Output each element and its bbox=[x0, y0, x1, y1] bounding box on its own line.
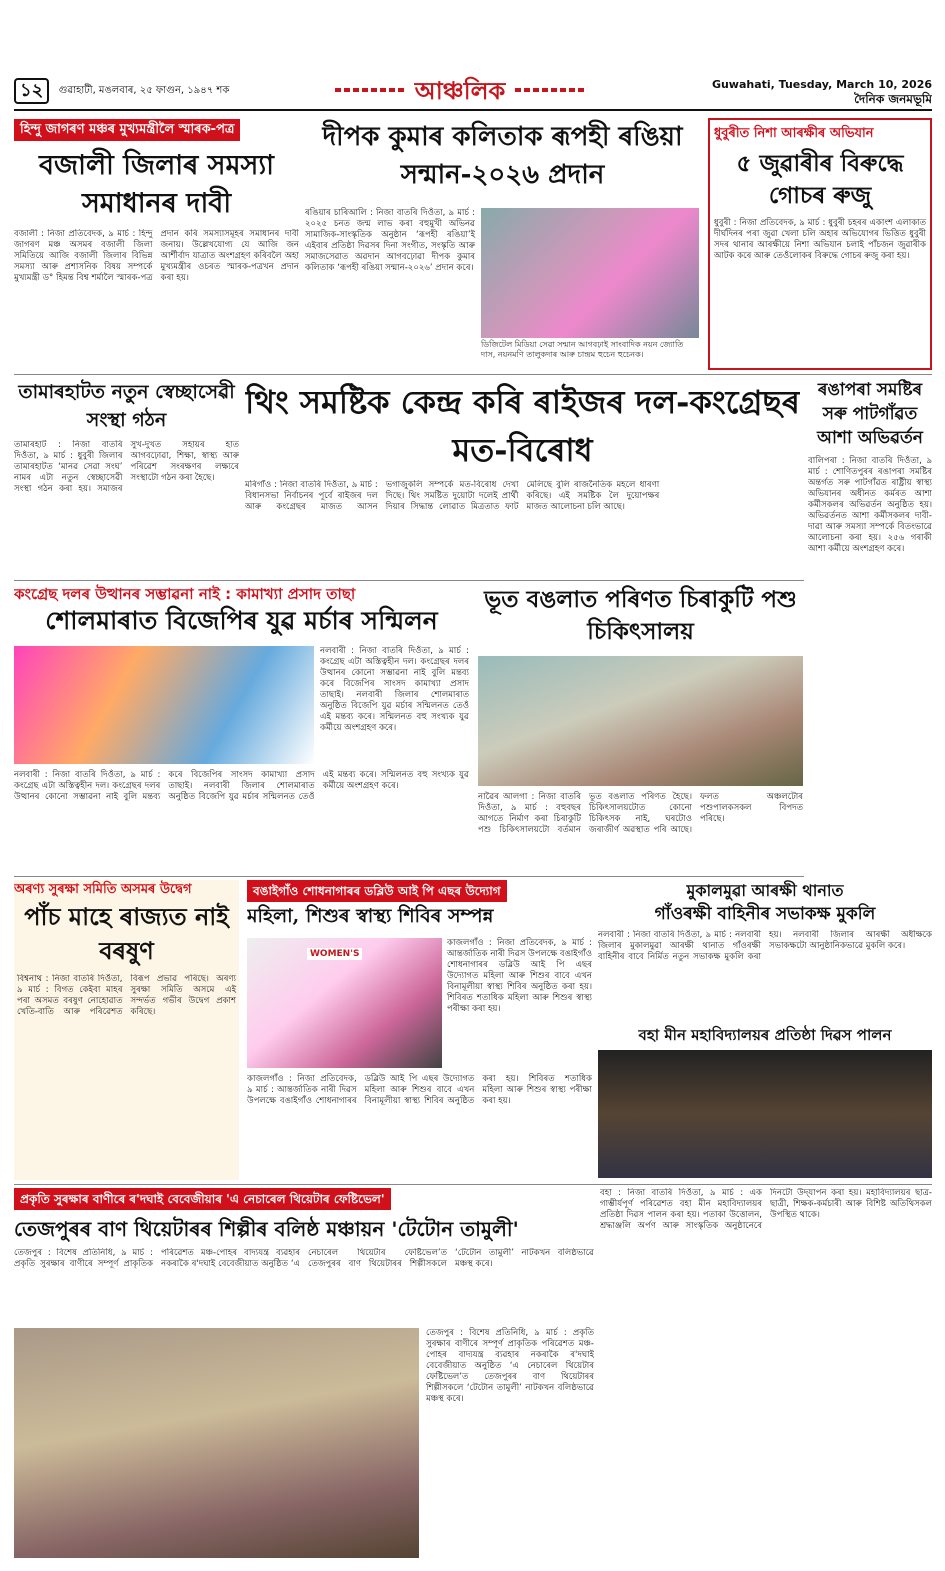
photo-banner: WOMEN'S bbox=[307, 948, 362, 960]
masthead-rule bbox=[14, 109, 932, 111]
body-text: মৰিগাঁও : নিজা বাতৰি দিওঁতা, ৯ মাৰ্চ : বিধানসভা নিৰ্বাচনৰ পূৰ্বে ৰাইজৰ দল আৰু কংগ্ৰেছৰ মাজত আসন ভগাজুকলি সম্পৰ্কে মত-বিৰোধ দেখা দিছে। থিং সমষ্টিত দুয়োটা দলেই প্ৰাৰ্থী দিয়াৰ সিদ্ধান্ত লোৱাত মিত্ৰতাত ফাট মেলিছে বুলি ৰাজনৈতিক মহলে ধাৰণা কৰিছে। এই সমষ্টিক লৈ দুয়োপক্ষৰ মাজত আলোচনা চলি আছে। bbox=[245, 480, 660, 512]
body-text: নলবাৰী : নিজা বাতৰি দিওঁতা, ৯ মাৰ্চ : কংগ্ৰেছ এটা অস্তিত্বহীন দল। কংগ্ৰেছৰ দলৰ উত্থানৰ কোনো সম্ভাৱনা নাই বুলি মন্তব্য কৰে বিজেপিৰ সাংসদ কামাখ্যা প্ৰসাদ তাছাই। নলবাৰী জিলাৰ শোলমাৰাত অনুষ্ঠিত বিজেপি যুৱ মৰ্চাৰ সন্মিলনত তেওঁ এই মন্তব্য কৰে। সন্মিলনত বহু সংখ্যক যুৱ কৰ্মীয়ে অংশগ্ৰহণ কৰে। bbox=[14, 770, 469, 802]
camp-photo bbox=[247, 938, 442, 1068]
story-natural-theatre bbox=[14, 1188, 594, 1563]
kicker: বঙাইগাঁও শোধনাগাৰৰ ডব্লিউ আই পি এছৰ উদ্যোগ bbox=[247, 880, 507, 902]
masthead-left bbox=[14, 78, 334, 106]
divider bbox=[14, 580, 804, 581]
body-text: তামাৰহাট : নিজা বাতৰি দিওঁতা, ৯ মাৰ্চ : ধুবুৰী জিলাৰ তামাৰহাটত ‘মানৱ সেৱা সংঘ’ নামৰ এটা নতুন স্বেচ্ছাসেৱী সংস্থা গঠন কৰা হয়। সমাজৰ সুখ-দুখত সহায়ৰ হাত আগবঢ়োৱা, শিক্ষা, স্বাস্থ্য আৰু পৰিৱেশ সংৰক্ষণৰ লক্ষ্যৰে সংস্থাটো গঠন কৰা হৈছে। bbox=[14, 440, 239, 494]
building-photo bbox=[478, 656, 803, 786]
rally-photo bbox=[14, 646, 314, 764]
story-no-rain bbox=[14, 880, 239, 1180]
kicker: মুকালমুৱা আৰক্ষী থানাত bbox=[686, 881, 844, 900]
body-text: বহা : নিজা বাতৰি দিওঁতা, ৯ মাৰ্চ : এক গাম্ভীৰ্যপূৰ্ণ পৰিৱেশত বহা মীন মহাবিদ্যালয়ৰ প্ৰতিষ্ঠা দিৱস পালন কৰা হয়। পতাকা উত্তোলন, শ্ৰদ্ধাঞ্জলি অৰ্পণ আৰু সাংস্কৃতিক অনুষ্ঠানেৰে দিনটো উদ্‌যাপন কৰা হয়। মহাবিদ্যালয়ৰ ছাত্ৰ-ছাত্ৰী, শিক্ষক-কৰ্মচাৰী আৰু বিশিষ্ট অতিথিসকল উপস্থিত থাকে। bbox=[600, 1188, 932, 1231]
body-text: নলবাৰী : নিজা বাতৰি দিওঁতা, ৯ মাৰ্চ : নলবাৰী জিলাৰ মুকালমুৱা আৰক্ষী থানাত গাঁওৰক্ষী বাহিনীৰ বাবে নিৰ্মিত নতুন সভাকক্ষ মুকলি কৰা হয়। নলবাৰী জিলাৰ আৰক্ষী অধীক্ষকে সভাকক্ষটো আনুষ্ঠানিকভাৱে মুকলি কৰে। bbox=[598, 930, 932, 962]
body-text: কাজলগাঁও : নিজা প্ৰতিবেদক, ৯ মাৰ্চ : আন্তৰ্জাতিক নাৰী দিৱস উপলক্ষে বঙাইগাঁও শোধনাগাৰৰ ডব্লিউ আই পি এছৰ উদ্যোগত মহিলা আৰু শিশুৰ বাবে এখন বিনামূলীয়া স্বাস্থ্য শিবিৰ অনুষ্ঠিত কৰা হয়। শিবিৰত শতাধিক মহিলা আৰু শিশুৰ স্বাস্থ্য পৰীক্ষা কৰা হয়। bbox=[247, 1074, 592, 1106]
headline: ৰঙাপৰা সমষ্টিৰ সৰু পাটগাঁৱত আশা অভিৱৰ্তন bbox=[817, 380, 923, 448]
story-sholmara-bjp bbox=[14, 584, 469, 874]
theatre-photo bbox=[14, 1328, 419, 1558]
kicker: অৰণ্য সুৰক্ষা সমিতি অসমৰ উদ্বেগ bbox=[14, 882, 192, 897]
paper-name: দৈনিক জনমভূমি bbox=[854, 92, 932, 106]
kicker: ধুবুৰীত নিশা আৰক্ষীৰ অভিযান bbox=[714, 126, 874, 141]
college-photo bbox=[598, 1050, 932, 1178]
headline: শোলমাৰাত বিজেপিৰ যুৱ মৰ্চাৰ সন্মিলন bbox=[45, 606, 438, 635]
photo-caption: ডিজিটেল মিডিয়া সেৱা সন্মান আগবঢ়াই সাংবাদিক নয়ন জ্যোতি দাস, নয়নমণি তালুকদাৰ আৰু চান্দ্ৰম হুচেন হুচেনক। bbox=[481, 340, 684, 359]
kicker: হিন্দু জাগৰণ মঞ্চৰ মুখ্যমন্ত্ৰীলৈ স্মাৰক-পত্ৰ bbox=[14, 119, 240, 141]
headline: বজালী জিলাৰ সমস্যা সমাধানৰ দাবী bbox=[38, 150, 274, 219]
story-chirakuti-vet bbox=[478, 584, 803, 874]
story-tamarhat bbox=[14, 378, 239, 578]
body-text: বালিপৰা : নিজা বাতৰি দিওঁতা, ৯ মাৰ্চ : শোণিতপুৰৰ ৰঙাপৰা সমষ্টিৰ অন্তৰ্গত সৰু পাটগাঁৱত ৰাষ্ট্ৰীয় স্বাস্থ্য অভিযানৰ অধীনত কৰ্মৰত আশা কৰ্মীসকলৰ অভিৱৰ্তন অনুষ্ঠিত হয়। অভিৱৰ্তনত আশা কৰ্মীসকলৰ দাবী-দাৱা আৰু সমস্যা সম্পৰ্কে বিতংভাৱে আলোচনা কৰা হয়। ২৫৬ গৰাকী আশা কৰ্মীয়ে অংশগ্ৰহণ কৰে। bbox=[808, 456, 932, 554]
body-text: বজালী : নিজা প্ৰতিবেদক, ৯ মাৰ্চ : হিন্দু জাগৰণ মঞ্চ অসমৰ বজালী জিলা সমিতিয়ে আজি বজালী জিলাৰ বিভিন্ন সমস্যা আৰু প্ৰশাসনিক বিষয় সম্পৰ্কে মুখ্যমন্ত্ৰী ড° হিমন্ত বিশ্ব শৰ্মালৈ স্মাৰক-পত্ৰ প্ৰদান কৰি সমস্যাসমূহৰ সমাধানৰ দাবী জনায়। উল্লেখযোগ্য যে আজি জন আৰ্শীৰ্বাদ যাত্ৰাত অংশগ্ৰহণ কৰিবলৈ অহা মুখ্যমন্ত্ৰীৰ ওচৰত স্মাৰক-পত্ৰখন প্ৰদান কৰা হয়। bbox=[14, 229, 299, 283]
story-deepak-kalita bbox=[305, 118, 700, 370]
body-text: বিশ্বনাথ : নিজা বাতৰি দিওঁতা, ৯ মাৰ্চ : বিগত কেইবা মাহৰ পৰা অসমত বৰষুণ নোহোৱাত খেতি-বাতি আৰু পৰিৱেশত বিৰূপ প্ৰভাৱ পৰিছে। অৰণ্য সুৰক্ষা সমিতি অসমে এই সন্দৰ্ভত গভীৰ উদ্বেগ প্ৰকাশ কৰিছে। bbox=[17, 974, 236, 1017]
headline: ৫ জুৱাৰীৰ বিৰুদ্ধে গোচৰ ৰুজু bbox=[736, 150, 904, 209]
story-baha-college-body bbox=[600, 1188, 932, 1563]
story-thing-constituency bbox=[245, 378, 800, 578]
body-text-side: নলবাৰী : নিজা বাতৰি দিওঁতা, ৯ মাৰ্চ : কংগ্ৰেছ এটা অস্তিত্বহীন দল। কংগ্ৰেছৰ দলৰ উত্থানৰ কোনো সম্ভাৱনা নাই বুলি মন্তব্য কৰে বিজেপিৰ সাংসদ কামাখ্যা প্ৰসাদ তাছাই। নলবাৰী জিলাৰ শোলমাৰাত অনুষ্ঠিত বিজেপি যুৱ মৰ্চাৰ সন্মিলনত তেওঁ এই মন্তব্য কৰে। সন্মিলনত বহু সংখ্যক যুৱ কৰ্মীয়ে অংশগ্ৰহণ কৰে। bbox=[320, 646, 469, 733]
headline: পাঁচ মাহে ৰাজ্যত নাই বৰষুণ bbox=[24, 902, 229, 965]
story-bajali bbox=[14, 118, 299, 370]
body-text: তেজপুৰ : বিশেষ প্ৰতিনিধি, ৯ মাৰ্চ : প্ৰকৃতি সুৰক্ষাৰ বাণীৰে সম্পূৰ্ণ প্ৰাকৃতিক পৰিৱেশত মঞ্চ-পোহৰ বাদ্যযন্ত্ৰ ব্যৱহাৰ নকৰাকৈ ৰ'দঘাই বেবেজীয়াত অনুষ্ঠিত ‘এ নেচাৰেল থিয়েটাৰ ফেষ্টিভেল’ত তেজপুৰৰ বাণ থিয়েটাৰৰ শিল্পীসকলে ‘টেটোন তামুলী’ নাটকখন বলিষ্ঠভাৱে মঞ্চস্থ কৰে। bbox=[14, 1248, 594, 1269]
masthead-right bbox=[700, 78, 932, 108]
headline: তামাৰহাটত নতুন স্বেচ্ছাসেৱী সংস্থা গঠন bbox=[18, 381, 235, 431]
headline: বহা মীন মহাবিদ্যালয়ৰ প্ৰতিষ্ঠা দিৱস পালন bbox=[638, 1026, 892, 1044]
divider bbox=[14, 374, 932, 375]
body-text: ৰঙিয়াৰ চাৰিআলি : নিজা বাতৰি দিওঁতা, ৯ মাৰ্চ : ২০২৫ চনত জন্ম লাভ কৰা বহুমুখী অভিনৱ সামাজিক-সাংস্কৃতিক অনুষ্ঠান ‘ৰূপহী ৰঙিয়া’ই এইবাৰ প্ৰতিষ্ঠা দিৱসৰ দিনা সংগীত, সংস্কৃতি আৰু সমাজসেৱাত অৱদান আগবঢ়োৱা দীপক কুমাৰ কলিতাক ‘ৰূপহী ৰঙিয়া সন্মান-২০২৬’ প্ৰদান কৰে। bbox=[305, 208, 475, 273]
body-text: ধুবুৰী : নিজা প্ৰতিবেদক, ৯ মাৰ্চ : ধুবুৰী চহৰৰ একাংশ এলাকাত দীৰ্ঘদিনৰ পৰা জুৱা খেলা চলি অহাৰ অভিযোগৰ ভিত্তিত ধুবুৰী সদৰ থানাৰ আৰক্ষীয়ে নিশা অভিযান চলাই পাঁচজন জুৱাৰীক আটক কৰে আৰু তেওঁলোকৰ বিৰুদ্ধে গোচৰ ৰুজু কৰা হয়। bbox=[714, 218, 926, 261]
headline: গাঁওৰক্ষী বাহিনীৰ সভাকক্ষ মুকলি bbox=[654, 904, 876, 924]
story-rangapara bbox=[808, 378, 932, 938]
headline: মহিলা, শিশুৰ স্বাস্থ্য শিবিৰ সম্পন্ন bbox=[247, 905, 494, 927]
story-mukalmua bbox=[598, 880, 932, 1020]
body-text: নাৱৈৰ আলগা : নিজা বাতৰি দিওঁতা, ৯ মাৰ্চ : বহুবছৰ আগতে নিৰ্মাণ কৰা চিৰাকুটি পশু চিকিৎসালয়টো বৰ্তমান ভূত বঙলাত পৰিণত হৈছে। চিকিৎসালয়টোত কোনো চিকিৎসক নাই, ঘৰটোও জৰাজীৰ্ণ অৱস্থাত পৰি আছে। ফলত অঞ্চলটোৰ পশুপালকসকল বিপদত পৰিছে। bbox=[478, 792, 803, 835]
story-health-camp bbox=[247, 880, 592, 1180]
award-photo bbox=[481, 208, 699, 338]
local-date: গুৱাহাটী, মঙলবাৰ, ২৫ ফাগুন, ১৯৪৭ শক bbox=[58, 84, 230, 96]
kicker: প্ৰকৃতি সুৰক্ষাৰ বাণীৰে ৰ'দঘাই বেবেজীয়াৰ 'এ নেচাৰেল থিয়েটাৰ ফেষ্টিভেল' bbox=[14, 1188, 391, 1210]
body-text-side: কাজলগাঁও : নিজা প্ৰতিবেদক, ৯ মাৰ্চ : আন্তৰ্জাতিক নাৰী দিৱস উপলক্ষে বঙাইগাঁও শোধনাগাৰৰ ডব্লিউ আই পি এছৰ উদ্যোগত মহিলা আৰু শিশুৰ বাবে এখন বিনামূলীয়া স্বাস্থ্য শিবিৰ অনুষ্ঠিত কৰা হয়। শিবিৰত শতাধিক মহিলা আৰু শিশুৰ স্বাস্থ্য পৰীক্ষা কৰা হয়। bbox=[447, 938, 592, 1014]
story-dhubri-gamblers bbox=[708, 118, 932, 370]
story-baha-college bbox=[598, 1024, 932, 1182]
headline: তেজপুৰৰ বাণ থিয়েটাৰৰ শিল্পীৰ বলিষ্ঠ মঞ্চায়ন 'টেটোন তামুলী' bbox=[14, 1217, 519, 1241]
section-logo: আঞ্চলিক bbox=[360, 76, 560, 106]
page-number: ১২ bbox=[14, 78, 49, 104]
body-text-side: তেজপুৰ : বিশেষ প্ৰতিনিধি, ৯ মাৰ্চ : প্ৰকৃতি সুৰক্ষাৰ বাণীৰে সম্পূৰ্ণ প্ৰাকৃতিক পৰিৱেশত মঞ্চ-পোহৰ বাদ্যযন্ত্ৰ ব্যৱহাৰ নকৰাকৈ ৰ'দঘাই বেবেজীয়াত অনুষ্ঠিত ‘এ নেচাৰেল থিয়েটাৰ ফেষ্টিভেল’ত তেজপুৰৰ বাণ থিয়েটাৰৰ শিল্পীসকলে ‘টেটোন তামুলী’ নাটকখন বলিষ্ঠভাৱে মঞ্চস্থ কৰে। bbox=[426, 1328, 594, 1404]
english-date: Guwahati, Tuesday, March 10, 2026 bbox=[711, 78, 932, 91]
headline: দীপক কুমাৰ কলিতাক ৰূপহী ৰঙিয়া সন্মান-২০২৬ প্ৰদান bbox=[322, 122, 683, 190]
divider bbox=[14, 876, 804, 877]
headline: ভূত বঙলাত পৰিণত চিৰাকুটি পশু চিকিৎসালয় bbox=[484, 586, 797, 645]
headline: থিং সমষ্টিক কেন্দ্ৰ কৰি ৰাইজৰ দল-কংগ্ৰেছৰ মত-বিৰোধ bbox=[245, 383, 800, 469]
divider bbox=[14, 1184, 932, 1185]
kicker: কংগ্ৰেছ দলৰ উত্থানৰ সম্ভাৱনা নাই : কামাখ্যা প্ৰসাদ তাছা bbox=[14, 585, 356, 603]
